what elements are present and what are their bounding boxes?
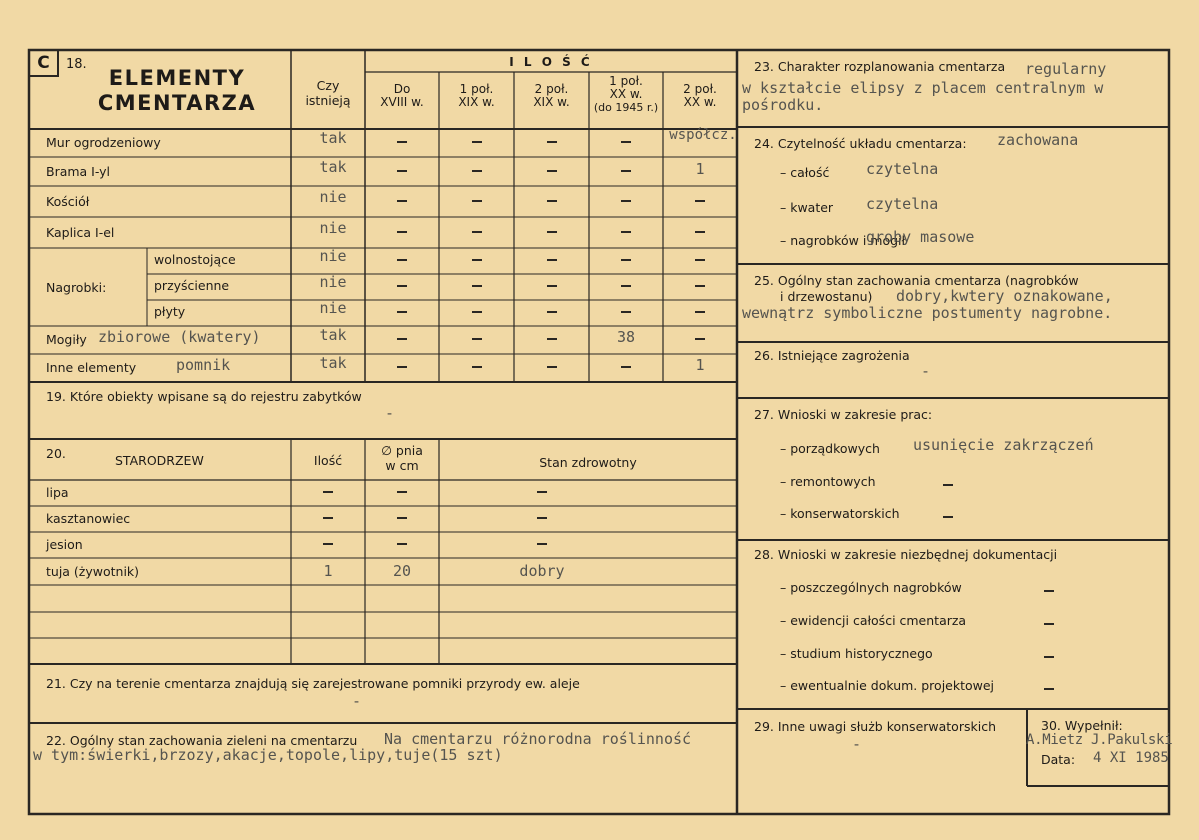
empty-dash — [472, 170, 482, 172]
empty-dash — [537, 517, 547, 519]
section-25-value-2: wewnątrz symboliczne postumenty nagrobne. — [742, 304, 1113, 322]
empty-dash — [547, 285, 557, 287]
section-25-label-2: i drzewostanu) — [780, 289, 873, 304]
quantity-value: 1 — [695, 356, 705, 374]
row-label: Kościół — [46, 193, 90, 209]
empty-dash — [397, 259, 407, 261]
exists-value: nie — [319, 247, 347, 265]
exists-value: tak — [319, 326, 347, 344]
empty-dash — [621, 170, 631, 172]
period-line-2: XX w. — [683, 95, 717, 109]
title-line-1: ELEMENTY — [108, 66, 246, 90]
tree-health-value: dobry — [519, 561, 565, 580]
section-29-label: 29. Inne uwagi służb konserwatorskich — [754, 719, 996, 734]
empty-dash — [547, 366, 557, 368]
empty-dash — [397, 231, 407, 233]
empty-dash — [621, 259, 631, 261]
empty-dash — [323, 491, 333, 493]
row-fill-value: zbiorowe (kwatery) — [98, 328, 261, 346]
exists-value: nie — [319, 273, 347, 291]
period-header — [514, 83, 589, 109]
section-26-label: 26. Istniejące zagrożenia — [754, 348, 910, 363]
quantity-value: 1 — [695, 159, 705, 178]
empty-dash — [472, 141, 482, 143]
period-line-1: 2 poł. — [683, 82, 717, 96]
section-30-names: A.Mietz J.Pakulski — [1026, 732, 1173, 748]
section-18-number: 18. — [66, 57, 87, 72]
empty-dash — [537, 543, 547, 545]
tree-qty-value: 1 — [323, 561, 333, 580]
row-fill-value: pomnik — [176, 356, 231, 374]
period-line-1: 1 poł. — [459, 82, 494, 96]
list-item-label: – poszczególnych nagrobków — [780, 580, 962, 595]
tree-name: kasztanowiec — [46, 511, 131, 526]
empty-dash — [621, 200, 631, 202]
section-22-label: 22. Ogólny stan zachowania zieleni na cmentarzu — [46, 733, 358, 748]
empty-dash — [397, 543, 407, 545]
empty-dash — [621, 285, 631, 287]
empty-dash — [621, 141, 631, 143]
period-header — [589, 75, 663, 114]
col-trunk-line-2: w cm — [385, 458, 419, 473]
empty-dash — [472, 200, 482, 202]
empty-dash — [472, 311, 482, 313]
col-exists-header — [291, 78, 365, 108]
empty-dash — [621, 366, 631, 368]
period-header — [439, 83, 514, 109]
section-28-label: 28. Wnioski w zakresie niezbędnej dokumentacji — [754, 547, 1058, 562]
section-22-value-2: w tym:świerki,brzozy,akacje,topole,lipy,tuje(15 szt) — [33, 746, 503, 764]
section-30-date-label: Data: — [1041, 752, 1076, 767]
ilosc-header: I L O Ś Ć — [509, 55, 593, 69]
tree-trunk-value: 20 — [392, 561, 412, 580]
section-19-value: - — [385, 404, 395, 422]
nagrobki-label: Nagrobki: — [46, 280, 107, 295]
empty-dash — [397, 517, 407, 519]
section-26-value: - — [921, 362, 931, 380]
empty-dash — [397, 170, 407, 172]
empty-dash — [695, 259, 705, 261]
row-label: Brama I-yl — [46, 163, 111, 179]
exists-value: nie — [319, 218, 347, 237]
empty-dash — [695, 200, 705, 202]
list-item-label: – studium historycznego — [780, 646, 933, 661]
list-item-label: – całość — [780, 165, 830, 180]
list-item-label: – konserwatorskich — [780, 506, 900, 521]
period-header — [663, 83, 737, 109]
col-exists-line-2: istnieją — [305, 93, 351, 108]
empty-dash — [1044, 688, 1054, 690]
section-19-label: 19. Które obiekty wpisane są do rejestru zabytków — [46, 389, 362, 404]
period-header — [365, 83, 439, 109]
empty-dash — [472, 259, 482, 261]
section-30-label: 30. Wypełnił: — [1041, 718, 1123, 733]
empty-dash — [472, 366, 482, 368]
quantity-value: 38 — [616, 328, 636, 346]
col-health-header: Stan zdrowotny — [539, 455, 637, 470]
col-exists-line-1: Czy — [316, 78, 340, 93]
period-line-2: XIX w. — [458, 95, 495, 109]
empty-dash — [547, 141, 557, 143]
empty-dash — [1044, 590, 1054, 592]
col-trunk-line-1: ∅ pnia — [381, 443, 423, 458]
empty-dash — [397, 366, 407, 368]
section-letter: C — [37, 53, 50, 73]
row-label: Mur ogrodzeniowy — [46, 135, 161, 150]
row-sublabel: przyścienne — [154, 278, 230, 293]
empty-dash — [621, 311, 631, 313]
section-23-label: 23. Charakter rozplanowania cmentarza — [754, 59, 1006, 74]
empty-dash — [547, 338, 557, 340]
empty-dash — [547, 170, 557, 172]
empty-dash — [397, 338, 407, 340]
exists-value: nie — [319, 299, 347, 317]
list-item-label: – nagrobków i mogił — [780, 233, 906, 248]
section-22-value-1: Na cmentarzu różnorodna roślinność — [384, 730, 692, 748]
empty-dash — [1044, 623, 1054, 625]
col-qty-header: Ilość — [313, 453, 343, 468]
empty-dash — [695, 231, 705, 233]
empty-dash — [472, 338, 482, 340]
col-trunk-header — [365, 443, 439, 473]
exists-value: tak — [319, 157, 347, 176]
section-30-date: 4 XI 1985 — [1093, 750, 1169, 766]
empty-dash — [621, 231, 631, 233]
list-item-label: – kwater — [780, 200, 834, 215]
section-23-value-2: w kształcie elipsy z placem centralnym w — [742, 79, 1104, 97]
section-20-number: 20. — [46, 446, 66, 461]
tree-name: jesion — [46, 537, 83, 552]
empty-dash — [397, 200, 407, 202]
exists-value: nie — [319, 187, 347, 206]
list-item-value: czytelna — [866, 195, 939, 213]
section-25-label-1: 25. Ogólny stan zachowania cmentarza (nagrobków — [754, 273, 1079, 288]
empty-dash — [397, 311, 407, 313]
list-item-value: groby masowe — [866, 228, 975, 246]
exists-value: tak — [319, 354, 347, 372]
section-23-value-1: regularny — [1025, 60, 1107, 78]
section-21-label: 21. Czy na terenie cmentarza znajdują się zarejestrowane pomniki przyrody ew. aleje — [46, 676, 580, 691]
empty-dash — [472, 285, 482, 287]
row-label: Kaplica I-el — [46, 224, 115, 240]
row-label: Mogiły — [46, 332, 87, 347]
empty-dash — [695, 311, 705, 313]
period-line-1: 2 poł. — [534, 82, 569, 96]
empty-dash — [943, 484, 953, 486]
tree-name: lipa — [46, 485, 69, 500]
list-item-value: czytelna — [866, 160, 939, 178]
title-line-2: CMENTARZA — [97, 91, 257, 115]
section-25-value-1: dobry,kwtery oznakowane, — [896, 287, 1113, 305]
period-line-1: 1 poł. — [609, 74, 643, 88]
section-18-title — [82, 66, 272, 116]
empty-dash — [547, 259, 557, 261]
tree-name: tuja (żywotnik) — [46, 563, 140, 579]
empty-dash — [943, 516, 953, 518]
empty-dash — [547, 311, 557, 313]
empty-dash — [537, 491, 547, 493]
empty-dash — [1044, 656, 1054, 658]
list-item-value: usunięcie zakrzączeń — [913, 436, 1094, 454]
list-item-label: – remontowych — [780, 474, 876, 489]
empty-dash — [547, 200, 557, 202]
section-23-value-3: pośrodku. — [742, 96, 824, 114]
empty-dash — [323, 517, 333, 519]
section-21-value: - — [352, 692, 362, 710]
empty-dash — [323, 543, 333, 545]
empty-dash — [397, 141, 407, 143]
section-20-title: STARODRZEW — [115, 453, 204, 468]
period-line-1: Do — [393, 82, 411, 96]
quantity-value: współcz. — [669, 127, 737, 143]
section-29-value: - — [852, 735, 862, 753]
section-24-value: zachowana — [997, 131, 1079, 149]
row-sublabel: wolnostojące — [154, 252, 236, 267]
empty-dash — [397, 285, 407, 287]
empty-dash — [397, 491, 407, 493]
empty-dash — [547, 231, 557, 233]
exists-value: tak — [319, 129, 347, 147]
period-line-2: XIX w. — [533, 95, 570, 109]
empty-dash — [472, 231, 482, 233]
section-27-label: 27. Wnioski w zakresie prac: — [754, 407, 933, 422]
empty-dash — [695, 338, 705, 340]
empty-dash — [695, 285, 705, 287]
list-item-label: – ewentualnie dokum. projektowej — [780, 678, 995, 693]
list-item-label: – ewidencji całości cmentarza — [780, 613, 967, 628]
list-item-label: – porządkowych — [780, 441, 880, 456]
section-24-label: 24. Czytelność układu cmentarza: — [754, 136, 967, 151]
row-label: Inne elementy — [46, 360, 137, 375]
period-line-2: XX w. — [609, 87, 643, 101]
period-line-3: (do 1945 r.) — [593, 101, 659, 114]
row-sublabel: płyty — [154, 304, 186, 319]
period-line-2: XVIII w. — [380, 95, 424, 109]
